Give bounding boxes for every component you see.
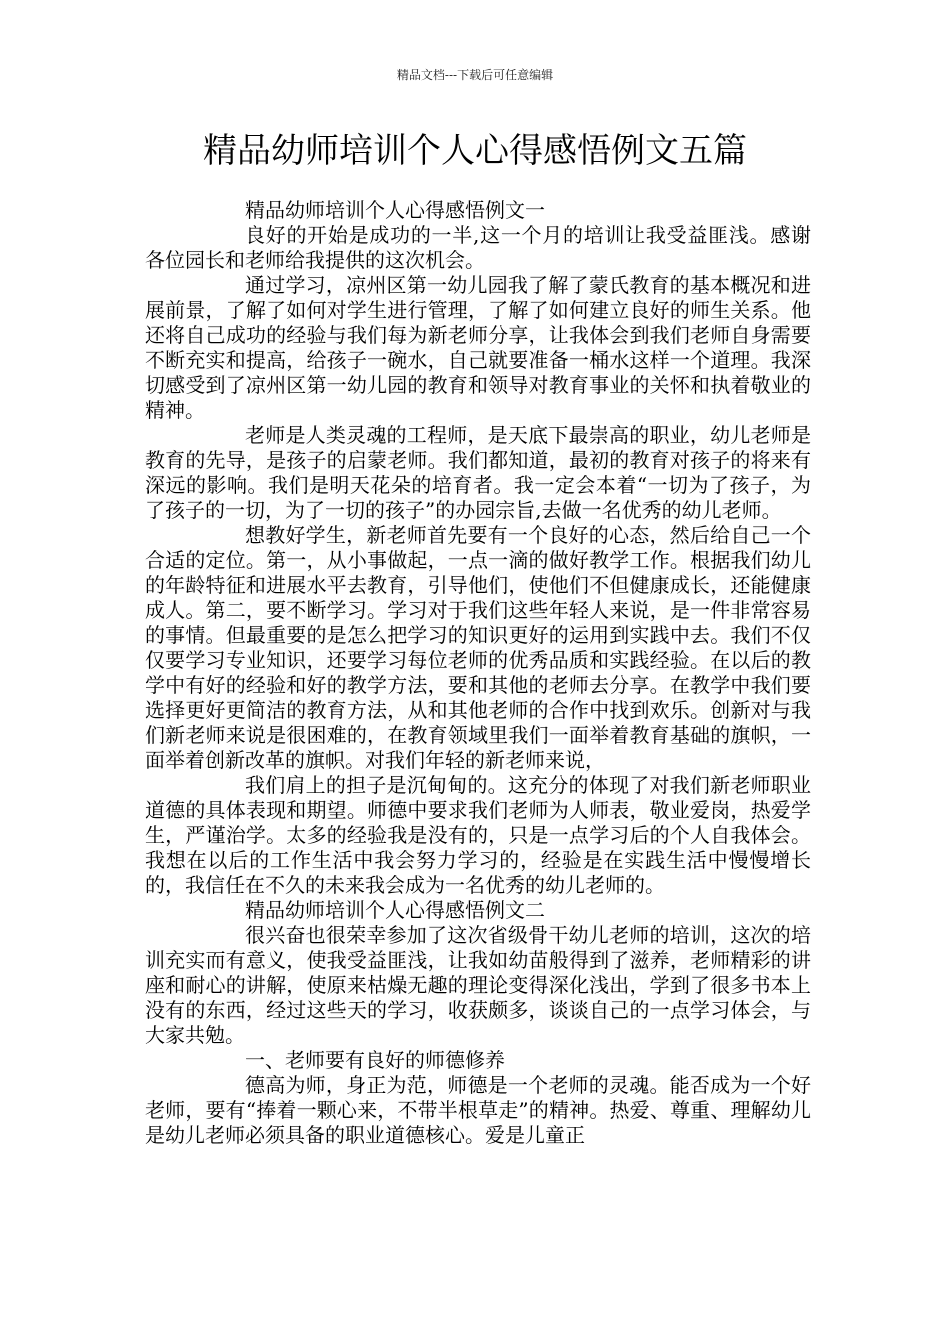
subsection-heading: 一、老师要有良好的师德修养 [245,1048,505,1072]
paragraph: 很兴奋也很荣幸参加了这次省级骨干幼儿老师的培训，这次的培训充实而有意义，使我受益匪浅，让我如幼苗般得到了滋养，老师精彩的讲座和耐心的讲解，使原来枯燥无趣的理论变得深化浅出，学到了很多书本上没有的东西，经过这些天的学习，收获颇多，谈谈自己的一点学习体会，与大家共勉。 [145,923,811,1047]
paragraph: 想教好学生，新老师首先要有一个良好的心态，然后给自己一个合适的定位。第一，从小事做起，一点一滴的做好教学工作。根据我们幼儿的年龄特征和进展水平去教育，引导他们，使他们不但健康成长，还能健康成人。第二，要不断学习。学习对于我们这些年轻人来说，是一件非常容易的事情。但最重要的是怎么把学习的知识更好的运用到实践中去。我们不仅仅要学习专业知识，还要学习每位老师的优秀品质和实践经验。在以后的教学中有好的经验和好的教学方法，要和其他的老师去分享。在教学中我们要选择更好更简洁的教育方法，从和其他老师的合作中找到欢乐。创新对与我们新老师来说是很困难的，在教育领域里我们一面举着教育基础的旗帜，一面举着创新改革的旗帜。对我们年轻的新老师来说， [145,523,811,772]
section-heading-1: 精品幼师培训个人心得感悟例文一 [245,198,545,222]
paragraph: 我们肩上的担子是沉甸甸的。这充分的体现了对我们新老师职业道德的具体表现和期望。师德中要求我们老师为人师表，敬业爱岗，热爱学生，严谨治学。太多的经验我是没有的，只是一点学习后的个人自我体会。我想在以后的工作生活中我会努力学习的，经验是在实践生活中慢慢增长的，我信任在不久的未来我会成为一名优秀的幼儿老师的。 [145,773,811,897]
document-body [145,198,811,1148]
paragraph: 德高为师，身正为范，师德是一个老师的灵魂。能否成为一个好老师，要有“捧着一颗心来，不带半根草走”的精神。热爱、尊重、理解幼儿是幼儿老师必须具备的职业道德核心。爱是儿童正 [145,1073,811,1147]
paragraph: 老师是人类灵魂的工程师，是天底下最崇高的职业，幼儿老师是教育的先导，是孩子的启蒙老师。我们都知道，最初的教育对孩子的将来有深远的影响。我们是明天花朵的培育者。我一定会本着“一切为了孩子，为了孩子的一切，为了一切的孩子”的办园宗旨,去做一名优秀的幼儿老师。 [145,423,811,522]
section-heading-2: 精品幼师培训个人心得感悟例文二 [245,898,545,922]
page-header: 精品文档---下载后可任意编辑 [396,68,554,82]
paragraph: 良好的开始是成功的一半,这一个月的培训让我受益匪浅。感谢各位园长和老师给我提供的这次机会。 [145,223,811,272]
paragraph: 通过学习，凉州区第一幼儿园我了解了蒙氏教育的基本概况和进展前景，了解了如何对学生进行管理，了解了如何建立良好的师生关系。他还将自己成功的经验与我们每为新老师分享，让我体会到我们老师自身需要不断充实和提高，给孩子一碗水，自己就要准备一桶水这样一个道理。我深切感受到了凉州区第一幼儿园的教育和领导对教育事业的关怀和执着敬业的精神。 [145,273,811,422]
page-title: 精品幼师培训个人心得感悟例文五篇 [203,131,747,171]
